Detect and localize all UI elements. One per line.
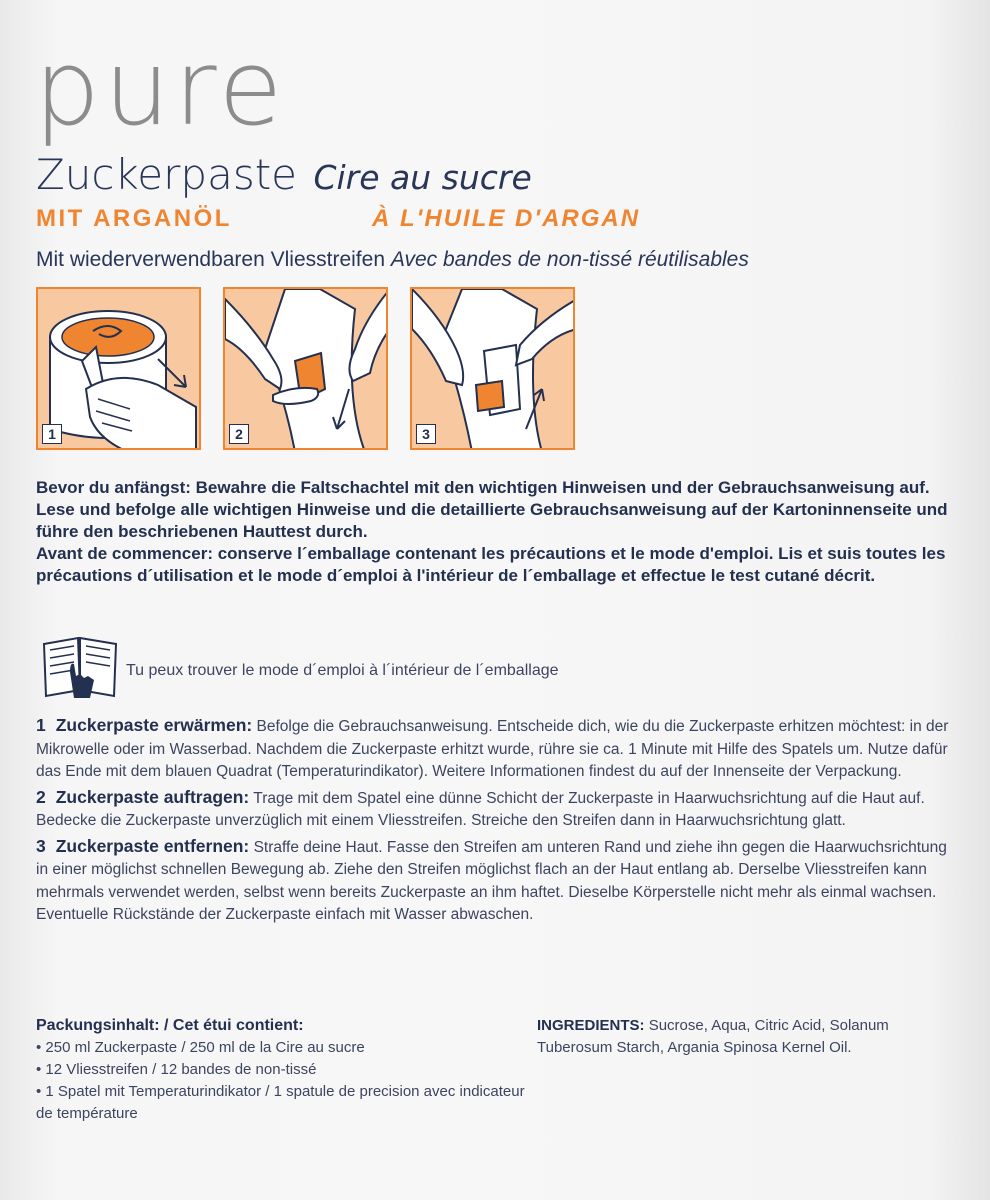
- step-number: 3: [36, 835, 46, 856]
- panel-number: 2: [229, 424, 249, 444]
- list-item: • 1 Spatel mit Temperaturindikator / 1 spatule de precision avec indicateur de température: [36, 1081, 526, 1125]
- warning-fr: Avant de commencer: conserve l´emballage contenant les précautions et le mode d'emploi. Lis et suis toutes les précautions d´utilisation et le mode d´emploi à l'intérieur de l´emballage et effectue le test cutané décrit.: [36, 544, 946, 585]
- jar-hand-illustration: [38, 289, 201, 450]
- instruction-panel-3: [410, 287, 575, 450]
- warning-notice: [36, 477, 956, 587]
- subtitle-fr: À L'HUILE D'ARGAN: [372, 205, 641, 232]
- step-number: 2: [36, 786, 46, 807]
- panel-number: 3: [416, 424, 436, 444]
- step-title: Zuckerpaste auftragen:: [55, 786, 250, 807]
- package-heading: Packungsinhalt: / Cet étui contient:: [36, 1017, 304, 1034]
- ingredients-text: Sucrose, Aqua, Citric Acid, Solanum Tuberosum Starch, Argania Spinosa Kernel Oil.: [537, 1017, 889, 1056]
- step-text: Trage mit dem Spatel eine dünne Schicht der Zuckerpaste in Haarwuchsrichtung auf die Haut auf. Bedecke die Zuckerpaste unverzüglich mit einem Vliesstreifen. Streiche den Streifen dann in Haarwuchsrichtung glatt.: [36, 789, 925, 829]
- list-item: • 12 Vliesstreifen / 12 bandes de non-tissé: [36, 1059, 526, 1081]
- step-title: Zuckerpaste entfernen:: [55, 835, 250, 856]
- brand-logo: pure: [34, 27, 287, 149]
- package-contents: [36, 1015, 526, 1125]
- step-2: [36, 786, 956, 833]
- step-text: Befolge die Gebrauchsanweisung. Entscheide dich, wie du die Zuckerpaste erhitzen möchtest: in der Mikrowelle oder im Wasserbad. Nachdem die Zuckerpaste erhitzt wurde, rühre sie ca. 1 Minute mit Hilfe des Spatels um. Nutze dafür das Ende mit dem blauen Quadrat (Temperaturindikator). Weitere Informationen findest du auf der Innenseite der Verpackung.: [36, 718, 949, 780]
- steps-section: [36, 714, 956, 929]
- strips-line: [36, 248, 749, 272]
- warning-de: Bevor du anfängst: Bewahre die Faltschachtel mit den wichtigen Hinweisen und der Gebrauchsanweisung auf. Lese und befolge alle wichtigen Hinweise und die detaillierte Gebrauchsanweisung auf der Kartoninnenseite und führe den beschriebenen Hauttest durch.: [36, 478, 948, 541]
- instruction-panel-2: [223, 287, 388, 450]
- step-title: Zuckerpaste erwärmen:: [55, 715, 253, 735]
- title-de: Zuckerpaste: [36, 150, 298, 199]
- title-fr: Cire au sucre: [313, 158, 532, 197]
- package-list: [36, 1037, 526, 1125]
- manual-book-icon: [40, 636, 120, 700]
- manual-note: Tu peux trouver le mode d´emploi à l´intérieur de l´emballage: [126, 662, 559, 679]
- strips-de: Mit wiederverwendbaren Vliesstreifen: [36, 248, 385, 271]
- subtitle-de: MIT ARGANÖL: [36, 205, 232, 232]
- step-3: [36, 835, 956, 927]
- remove-strip-illustration: [412, 289, 575, 450]
- strips-fr: Avec bandes de non-tissé réutilisables: [390, 248, 749, 271]
- panel-number: 1: [42, 424, 62, 444]
- ingredients-heading: INGREDIENTS:: [537, 1017, 645, 1034]
- step-1: [36, 714, 956, 784]
- list-item: • 250 ml Zuckerpaste / 250 ml de la Cire au sucre: [36, 1037, 526, 1059]
- product-title: [36, 150, 532, 199]
- apply-paste-illustration: [225, 289, 388, 450]
- ingredients: [537, 1015, 957, 1059]
- instruction-panel-1: [36, 287, 201, 450]
- step-number: 1: [36, 715, 46, 735]
- step-text: Straffe deine Haut. Fasse den Streifen am unteren Rand und ziehe ihn gegen die Haarwuchsrichtung in einer möglichst schnellen Bewegung ab. Ziehe den Streifen möglichst flach an der Haut entlang ab. Derselbe Vliesstreifen kann mehrmals verwendet werden, selbst wenn bereits Zuckerpaste an ihm haftet. Dieselbe Körperstelle nicht mehr als einmal wachsen. Eventuelle Rückstände der Zuckerpaste einfach mit Wasser abwaschen.: [36, 838, 947, 923]
